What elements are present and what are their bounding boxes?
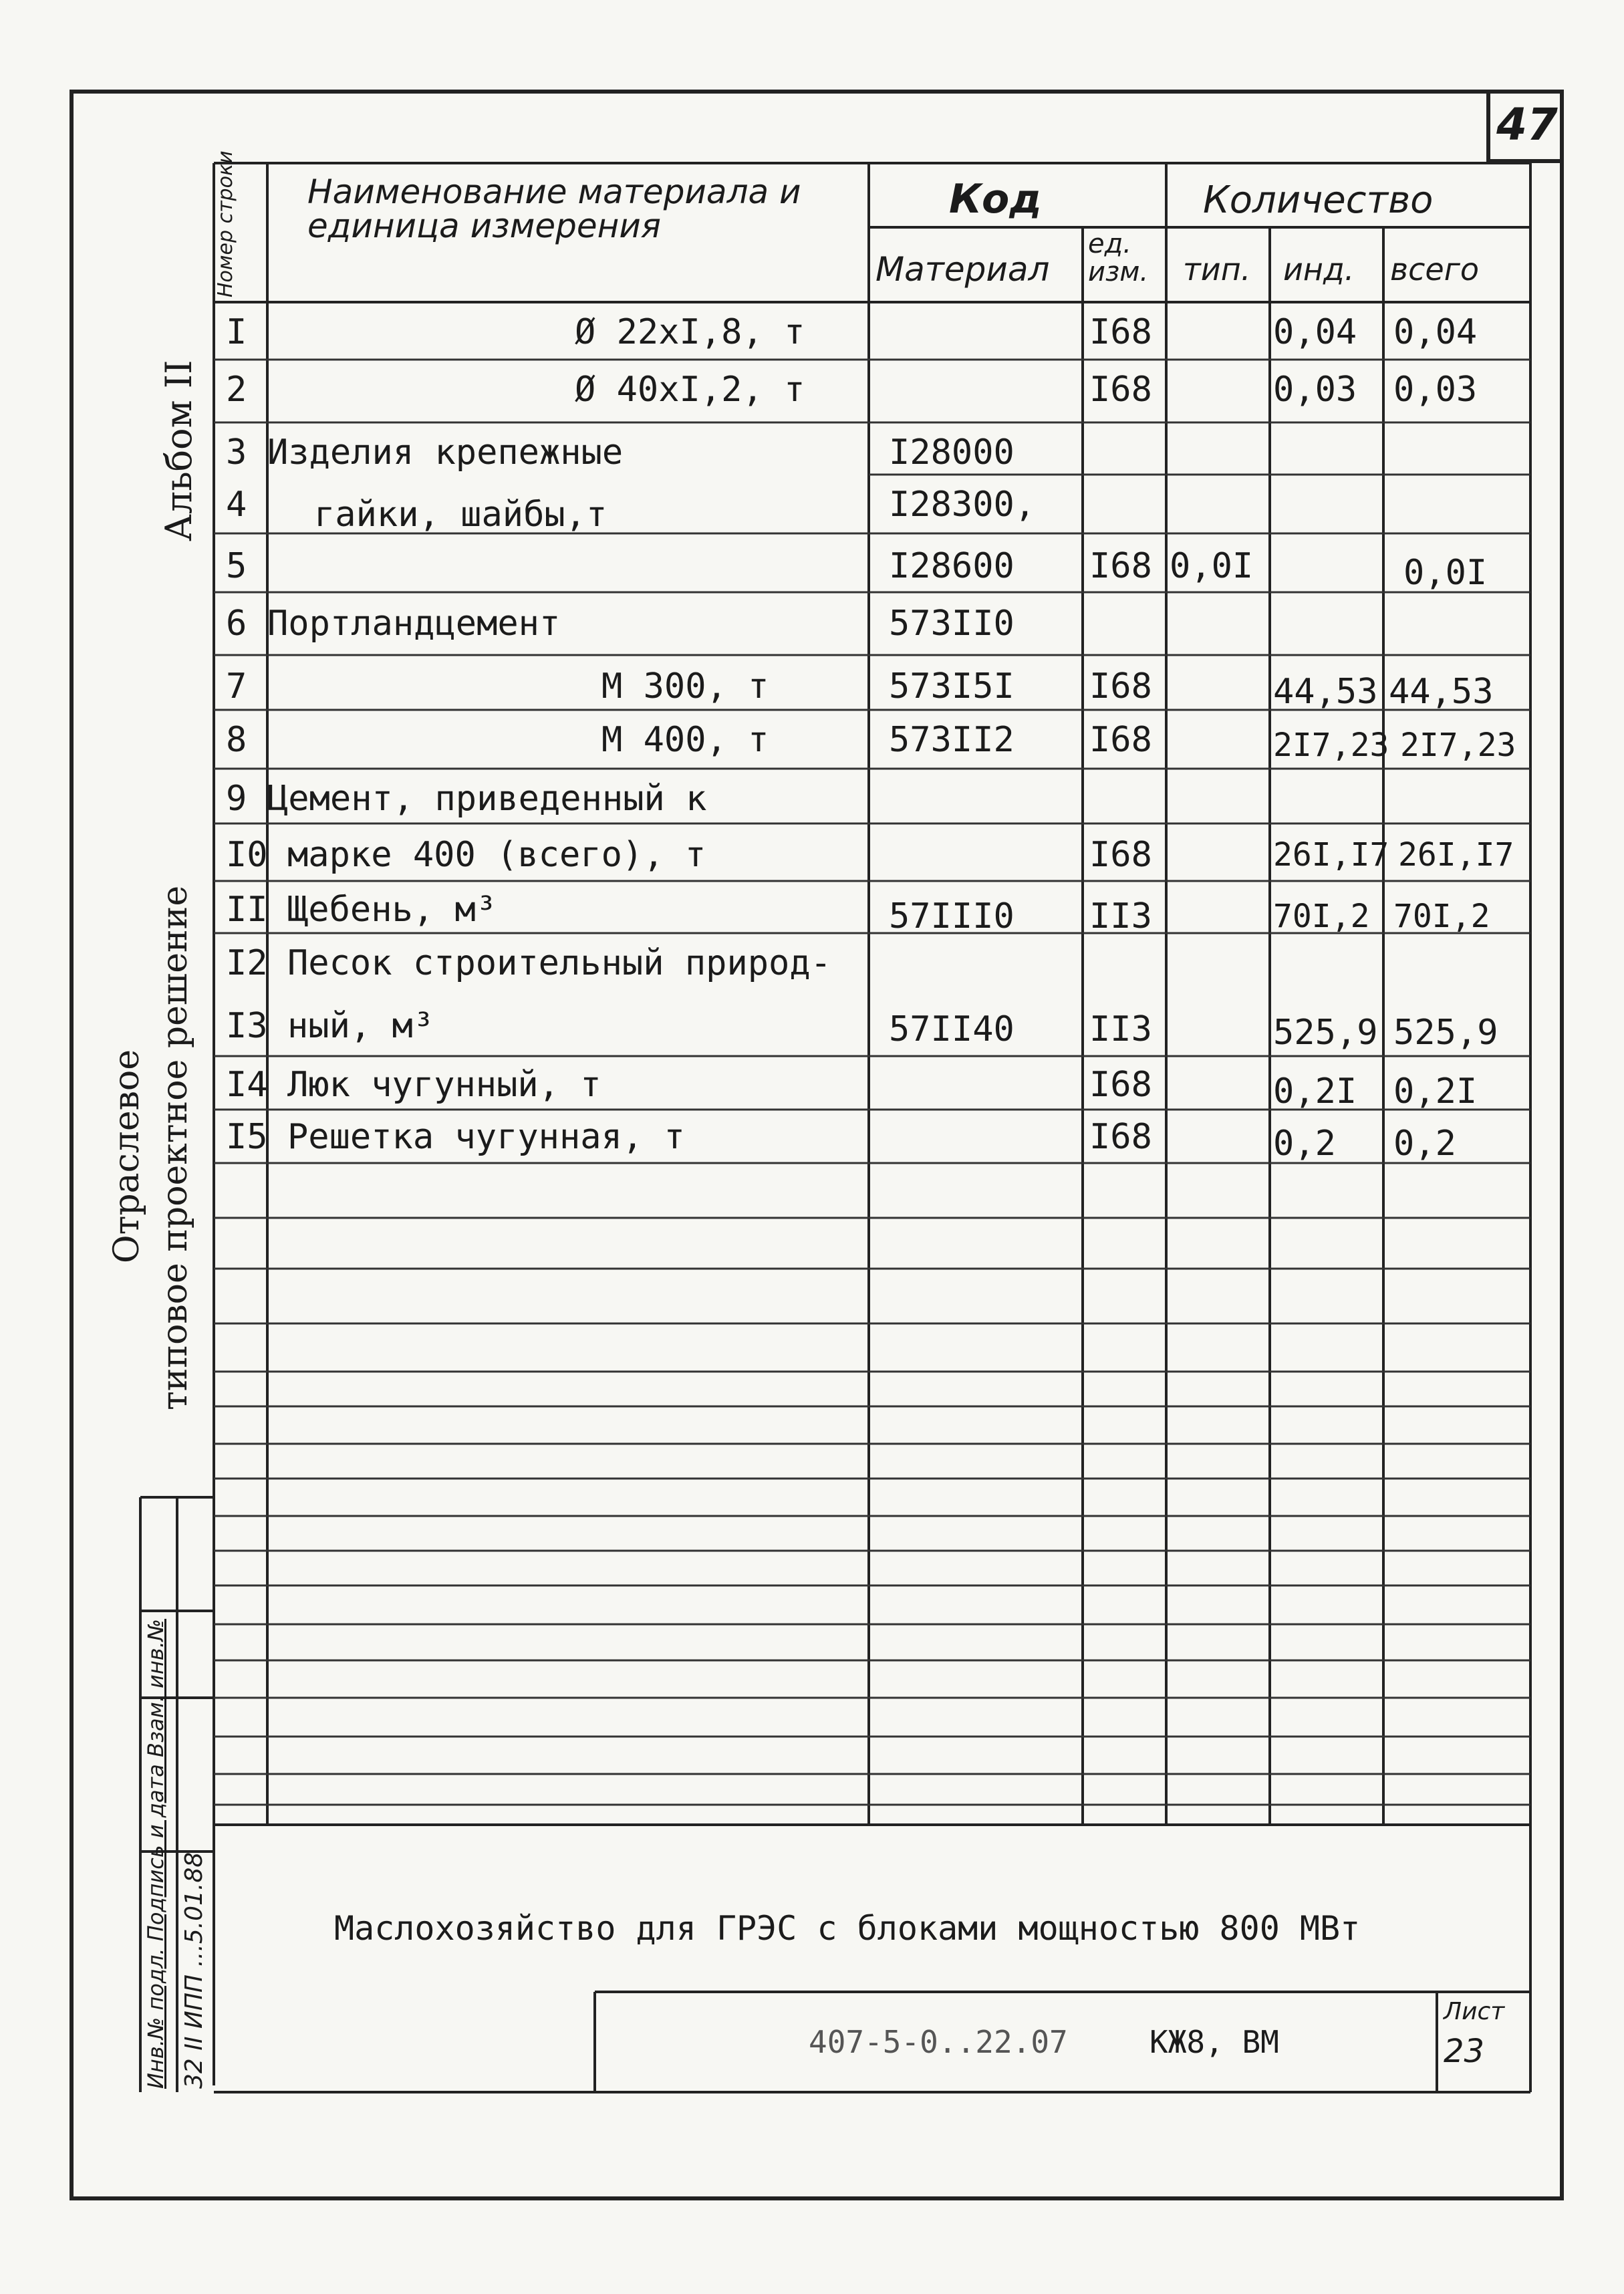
- row-5-material: I28600: [889, 546, 1014, 586]
- inventory-values: 32 II ИПП ...5.01.88: [180, 1852, 208, 2089]
- row-10-unit: I68: [1089, 835, 1152, 875]
- row-12-name: Песок строительный природ-: [287, 943, 831, 983]
- row-14-unit: I68: [1089, 1065, 1152, 1105]
- stamp-sheet-label: Лист: [1444, 1998, 1505, 2025]
- row-11-total: 70I,2: [1393, 898, 1490, 935]
- row-5-unit: I68: [1089, 546, 1152, 586]
- row-9-name: Цемент, приведенный к: [267, 779, 707, 819]
- row-12-no: I2: [226, 943, 268, 983]
- row-9-no: 9: [226, 779, 247, 819]
- row-13-ind: 525,9: [1273, 1013, 1378, 1053]
- header-quantity: Количество: [1203, 178, 1434, 222]
- page-number: 47: [1486, 90, 1564, 163]
- header-code: Код: [949, 176, 1042, 223]
- row-7-total: 44,53: [1389, 672, 1494, 712]
- row-5-no: 5: [226, 546, 247, 586]
- row-1-name: Ø 22xI,8, т: [575, 312, 805, 352]
- header-unit: ед. изм.: [1088, 229, 1149, 287]
- row-13-material: 57II40: [889, 1009, 1014, 1049]
- row-8-unit: I68: [1089, 720, 1152, 760]
- row-8-no: 8: [226, 720, 247, 760]
- side-line1: Отраслевое: [107, 1049, 147, 1263]
- row-11-material: 57III0: [889, 896, 1014, 936]
- row-5-total: 0,0I: [1403, 553, 1488, 593]
- row-13-no: I3: [226, 1006, 268, 1046]
- row-13-name: ный, м³: [287, 1006, 434, 1046]
- row-7-no: 7: [226, 666, 247, 707]
- row-8-material: 573II2: [889, 720, 1014, 760]
- row-5-typ: 0,0I: [1170, 546, 1254, 586]
- side-line2: типовое проектное решение: [155, 885, 195, 1410]
- row-6-no: 6: [226, 604, 247, 644]
- inventory-labels: Инв.№ подл. Подпись и дата Взам. инв.№: [143, 1618, 168, 2089]
- row-6-name: Портландцемент: [267, 604, 561, 644]
- header-material: Материал: [875, 250, 1050, 289]
- row-2-total: 0,03: [1393, 370, 1478, 410]
- row-13-unit: II3: [1089, 1009, 1152, 1049]
- stamp-mark: КЖ8, ВМ: [1149, 2024, 1279, 2060]
- side-album: Альбом II: [158, 360, 200, 541]
- row-1-total: 0,04: [1393, 312, 1478, 352]
- header-ind: инд.: [1283, 251, 1355, 287]
- stamp-doc-code: 407-5-0..22.07: [809, 2024, 1068, 2060]
- row-1-no: I: [226, 312, 247, 352]
- row-3-name: Изделия крепежные: [267, 432, 624, 473]
- row-2-ind: 0,03: [1273, 370, 1357, 410]
- row-14-no: I4: [226, 1065, 268, 1105]
- row-2-unit: I68: [1089, 370, 1152, 410]
- row-11-ind: 70I,2: [1273, 898, 1370, 935]
- header-total: всего: [1390, 251, 1480, 287]
- row-4-name: гайки, шайбы,т: [314, 495, 607, 535]
- header-name: Наименование материала и единица измерения: [307, 172, 801, 245]
- row-15-total: 0,2: [1393, 1124, 1456, 1164]
- row-4-no: 4: [226, 485, 247, 525]
- row-13-total: 525,9: [1393, 1013, 1498, 1053]
- row-4-material: I28300,: [889, 485, 1036, 525]
- header-row-no: Номер строки: [214, 150, 237, 297]
- row-11-no: II: [226, 890, 268, 930]
- row-11-name: Щебень, м³: [287, 890, 497, 930]
- row-8-ind: 2I7,23: [1273, 727, 1389, 764]
- row-6-material: 573II0: [889, 604, 1014, 644]
- row-8-total: 2I7,23: [1400, 727, 1516, 764]
- row-7-ind: 44,53: [1273, 672, 1378, 712]
- row-1-ind: 0,04: [1273, 312, 1357, 352]
- row-14-name: Люк чугунный, т: [287, 1065, 601, 1105]
- row-7-name: М 300, т: [601, 666, 769, 707]
- row-1-unit: I68: [1089, 312, 1152, 352]
- stamp-title: Маслохозяйство для ГРЭС с блоками мощностью 800 МВт: [334, 1909, 1361, 1948]
- row-10-total: 26I,I7: [1398, 836, 1514, 874]
- row-15-no: I5: [226, 1117, 268, 1157]
- row-10-ind: 26I,I7: [1273, 836, 1389, 874]
- row-14-ind: 0,2I: [1273, 1071, 1357, 1112]
- row-2-name: Ø 40xI,2, т: [575, 370, 805, 410]
- row-3-material: I28000: [889, 432, 1014, 473]
- header-typ: тип.: [1183, 251, 1251, 287]
- stamp-sheet-no: 23: [1444, 2033, 1485, 2070]
- row-7-unit: I68: [1089, 666, 1152, 707]
- row-8-name: М 400, т: [601, 720, 769, 760]
- row-11-unit: II3: [1089, 896, 1152, 936]
- row-15-ind: 0,2: [1273, 1124, 1336, 1164]
- row-10-name: марке 400 (всего), т: [287, 835, 706, 875]
- row-2-no: 2: [226, 370, 247, 410]
- row-3-no: 3: [226, 432, 247, 473]
- row-15-unit: I68: [1089, 1117, 1152, 1157]
- row-15-name: Решетка чугунная, т: [287, 1117, 685, 1157]
- row-14-total: 0,2I: [1393, 1071, 1478, 1112]
- row-10-no: I0: [226, 835, 268, 875]
- row-7-material: 573I5I: [889, 666, 1014, 707]
